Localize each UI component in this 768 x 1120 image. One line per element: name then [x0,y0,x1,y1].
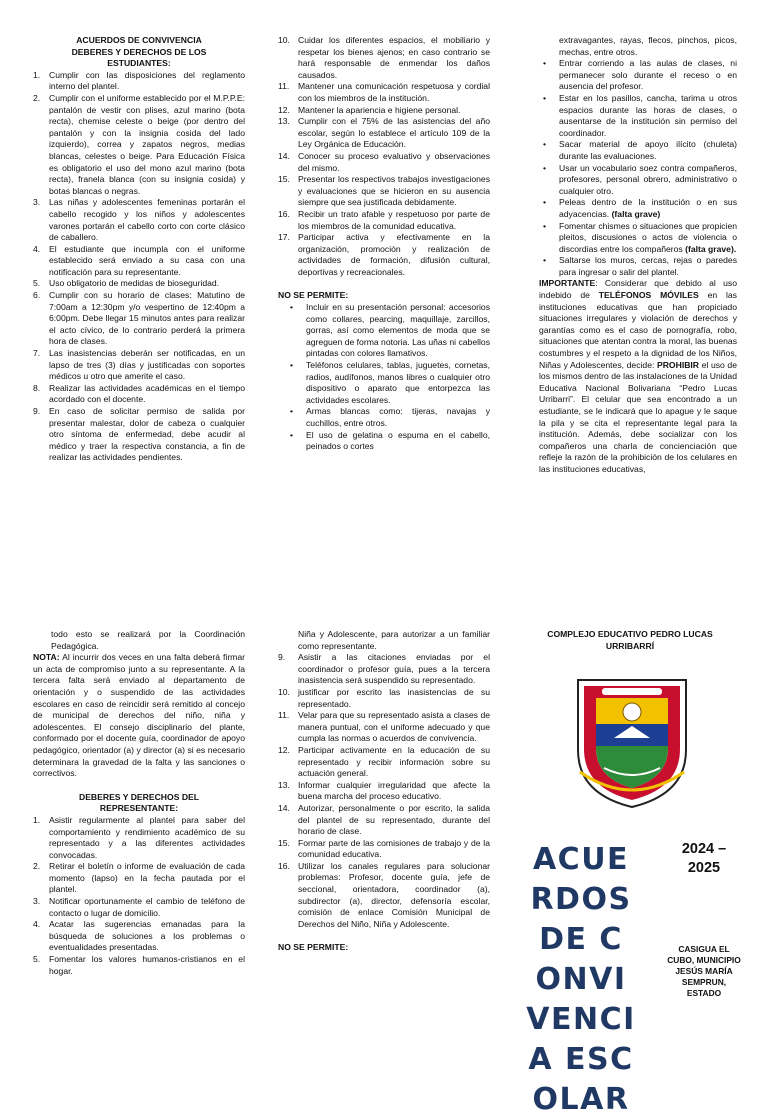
list-item: 1. Cumplir con las disposiciones del reglamento interno del plantel. [33,69,245,92]
school-year: 2024 – 2025 [681,841,727,876]
list-item: 7. Las inasistencias deberán ser notificadas, en un lapso de tres (3) días y justificadas con soportes médicos u otro que amerite el caso. [33,348,245,382]
list-item: 15. Formar parte de las comisiones de trabajo y de la comunidad educativa. [278,837,490,860]
student-duties-list [33,70,245,464]
panel-representative-rules-2 [278,629,490,1024]
list-item: • Usar un vocabulario soez contra compañeros, profesores, personal obrero, administrativo o cualquier otro. [531,163,737,198]
list-item: 10. Cuidar los diferentes espacios, el mobiliario y respetar los bienes ajenos; en caso contrario se hará responsable de enmendar los daños causados. [278,35,490,80]
nota-paragraph: NOTA: Al incurrir dos veces en una falta deberá firmar un acta de compromiso junto a su representante. A la tercera falta será enviado al departamento de orientación y o suspendido de las actividades escolares en caso de reincidir será remitido al concejo de municipal de derechos del niño, niña y adolescentes. El consejo disciplinario del plante, conformado por el docente guía, coordinador de apoyo pedagógico, orientador (a) y director (a) si es necesario determinara la gravedad de la falta y las sanciones o correctivos. [33,652,245,779]
list-item: 4. El estudiante que incumpla con el uniforme establecido será enviado a su casa con una notificación para su representante. [33,243,245,277]
list-item: 3. Las niñas y adolescentes femeninas portarán el cabello recogido y los niños y adolescentes varones portarán el cabello corto con corte clásico de caballero. [33,197,245,243]
representative-section-title [33,792,245,815]
list-item: • Fomentar chismes o situaciones que propicien pleitos, discusiones o actos de violencia o discordias entre los compañeros (falta grave). [531,221,737,256]
list-item: 14. Autorizar, personalmente o por escrito, la salida del plantel de su representado, durante del horario de clase. [278,802,490,837]
continuation-text: todo esto se realizará por la Coordinación Pedagógica. [51,629,245,651]
school-location: CASIGUA EL CUBO, MUNICIPIO JESÚS MARÍA SEMPRUN, ESTADO [667,944,741,998]
representative-duties-list [33,815,245,977]
list-item: • Teléfonos celulares, tablas, juguetes, cornetas, radios, audífonos, manos libres o cualquier otro dispositivo o aparato que entorpezca las actividades escolares. [278,360,490,406]
list-item: 17. Participar activa y efectivamente en la organización, promoción y realización de actividades de formación, difusión cultural, deportivas y recreacionales. [278,232,490,277]
list-item: 12. Mantener la apariencia e higiene personal. [278,104,461,115]
important-note: IMPORTANTE: Considerar que debido al uso indebido de TELÉFONOS MÓVILES en las instituciones educativas que han propiciado situaciones irregulares y violación de derechos y garantías como es el caso de pornografía, robo, situaciones que atentan contra la moral, las buenas costumbres y el respeto a la dignidad de los Niños, Niñas y Adolescentes, decide: PROHIBIR el uso de los mismos dentro de las instalaciones de la Unidad Educativa Nacional Bolivariana “Pedro Lucas Urribarri”. El celular que sea encontrado a un estudiante, se le indicará que lo apague y le saque la pila y se cita el representante legal para la institución. Además, debe socializar con los compañeros una charla de concienciación que refleje la razón de la prohibición de los celulares en las instituciones educativas, [539,278,737,474]
list-item: 10. justificar por escrito las inasistencias de su representado. [278,686,490,709]
list-item: 9. En caso de solicitar permiso de salida por presentar malestar, dolor de cabeza o cualquier otro síntoma de enfermedad, debe acudir al médico y traer la respectiva constancia, a fin de realizar las actividades pendientes. [33,406,245,463]
list-item: 9. Asistir a las citaciones enviadas por el coordinador o profesor guía, pues a la tercera inasistencia será suspendido su representado. [278,652,490,686]
nota-label: NOTA: [33,652,60,663]
list-item: 3. Notificar oportunamente el cambio de teléfono de contacto o lugar de domicilio. [33,896,245,918]
list-item: 6. Cumplir con su horario de clases: Matutino de 7:00am a 12:30pm y/o vespertino de 12:40pm a 6:00pm. Debe llegar 15 minutos antes para realizar el acto cívico, de lo contrario perderá la primera hora de clases. [33,290,245,347]
panel-student-rules-1 [33,35,245,555]
list-item: • El uso de gelatina o espuma en el cabello, peinados o cortes [278,430,490,453]
panel-student-rules-2 [278,35,490,555]
title-line: ACUERDOS DE CONVIVENCIA [76,35,202,45]
list-item: 1. Asistir regularmente al plantel para saber del comportamiento y rendimiento académico de su representado y a las diferentes actividades convocadas. [33,814,245,860]
title-line: REPRESENTANTE: [99,803,179,814]
panel-representative-rules-1 [33,629,245,1024]
list-item: 2. Retirar el boletín o informe de evaluación de cada momento (lapso) en la fecha pautada por el plantel. [33,861,245,895]
list-item: 2. Cumplir con el uniforme establecido por el M.P.P.E: pantalón de vestir con plises, azul marino (bota recta), chemise celeste o beige (por dentro del pantalón y con la insignia cosida del lado izquierdo), correa y zapatos negros, medias blancas, celestes o beige. Para Educación Física es obligatorio el uso del mono azul marino (bota recta), franela blanca (con su insignia cosida) y botas blancas o negras. [33,92,245,196]
list-item: • Entrar corriendo a las aulas de clases, ni permanecer solo durante el receso o en ausencia del profesor. [531,58,737,93]
student-duties-list-continued [278,35,490,278]
list-item: • Sacar material de apoyo ilícito (chuleta) durante las evaluaciones. [531,139,737,162]
list-item: 11. Velar para que su representado asista a clases de manera puntual, con el uniforme adecuado y que cumpla las normas o acuerdos de convivencia. [278,710,490,744]
panel-student-rules-3 [531,35,737,557]
list-item: 5. Uso obligatorio de medidas de bioseguridad. [33,278,220,289]
not-allowed-list [278,302,490,453]
title-line: ESTUDIANTES: [107,58,171,69]
list-item: • Saltarse los muros, cercas, rejas o paredes para ingresar o salir del plantel. [531,255,737,278]
list-item: 8. Realizar las actividades académicas en el tiempo acordado con el docente. [33,382,245,405]
list-item: 16. Recibir un trato afable y respetuoso por parte de los miembros de la comunidad educativa. [278,208,490,231]
not-allowed-list-continued [531,58,737,278]
list-item: 5. Fomentar los valores humanos-cristianos en el hogar. [33,954,245,976]
list-item: 12. Participar activamente en la educación de su representado y recibir información sobre su actuación general. [278,744,490,779]
list-item: • Armas blancas como: tijeras, navajas y cuchillos, entre otros. [278,406,490,429]
student-section-title [33,35,245,70]
not-allowed-heading: NO SE PERMITE: [278,942,349,953]
school-name: COMPLEJO EDUCATIVO PEDRO LUCAS URRIBARRÍ [547,629,713,651]
severity-tag: (falta grave) [611,208,661,219]
list-item: 4. Acatar las sugerencias emanadas para la búsqueda de soluciones a los problemas o eventualidades presentadas. [33,919,245,953]
representative-duties-list-continued [278,652,490,930]
title-line: DEBERES Y DERECHOS DEL [78,791,200,802]
list-item: • Incluir en su presentación personal: accesorios como collares, pearcing, maquillaje, zarcillos, gorras, así como elementos de moda que se agreguen de forma notoria. Las uñas ni cabellos pintadas con colores llamativos. [278,302,490,360]
not-allowed-heading: NO SE PERMITE: [278,290,349,301]
list-item: 16. Utilizar los canales regulares para solucionar problemas: Profesor, docente guía, jefe de seccional, orientadora, coordinador (a), subdirector (a), director, defensoría escolar, comisión de enlace Comisión Municipal de Derechos del Niño, Niña y Adolescente. [278,860,490,929]
list-item: • Estar en los pasillos, cancha, tarima u otros espacios durante las horas de clases, o ausentarse de la institución sin permiso del coordinador. [531,93,737,139]
important-label: IMPORTANTE [539,278,596,289]
continuation-text: Niña y Adolescente, para autorizar a un familiar como representante. [298,629,490,651]
continuation-text: extravagantes, rayas, flecos, pinchos, picos, mechas, entre otros. [559,35,737,57]
severity-tag: (falta grave). [685,243,737,254]
school-shield-emblem [574,676,690,810]
list-item: 15. Presentar los respectivos trabajos investigaciones y evaluaciones que se hicieron en su ausencia siempre que sea justificada debidamente. [278,174,490,208]
list-item: • Peleas dentro de la institución o en sus adyacencias. (falta grave) [531,197,737,220]
list-item: 13. Informar cualquier irregularidad que afecte la buena marcha del proceso educativo. [278,779,490,802]
list-item: 11. Mantener una comunicación respetuosa y cordial con los miembros de la institución. [278,81,490,103]
title-line: DEBERES Y DERECHOS DE LOS [71,46,207,57]
list-item: 13. Cumplir con el 75% de las asistencias del año escolar, según lo establece el artículo 109 de la Ley Orgánica de Educación. [278,116,490,150]
brochure-title: ACUERDOS DE CONVIVENCIA ESCOLAR [526,842,636,1117]
shield-icon [574,676,690,810]
list-item: 14. Conocer su proceso evaluativo y observaciones del mismo. [278,150,490,173]
